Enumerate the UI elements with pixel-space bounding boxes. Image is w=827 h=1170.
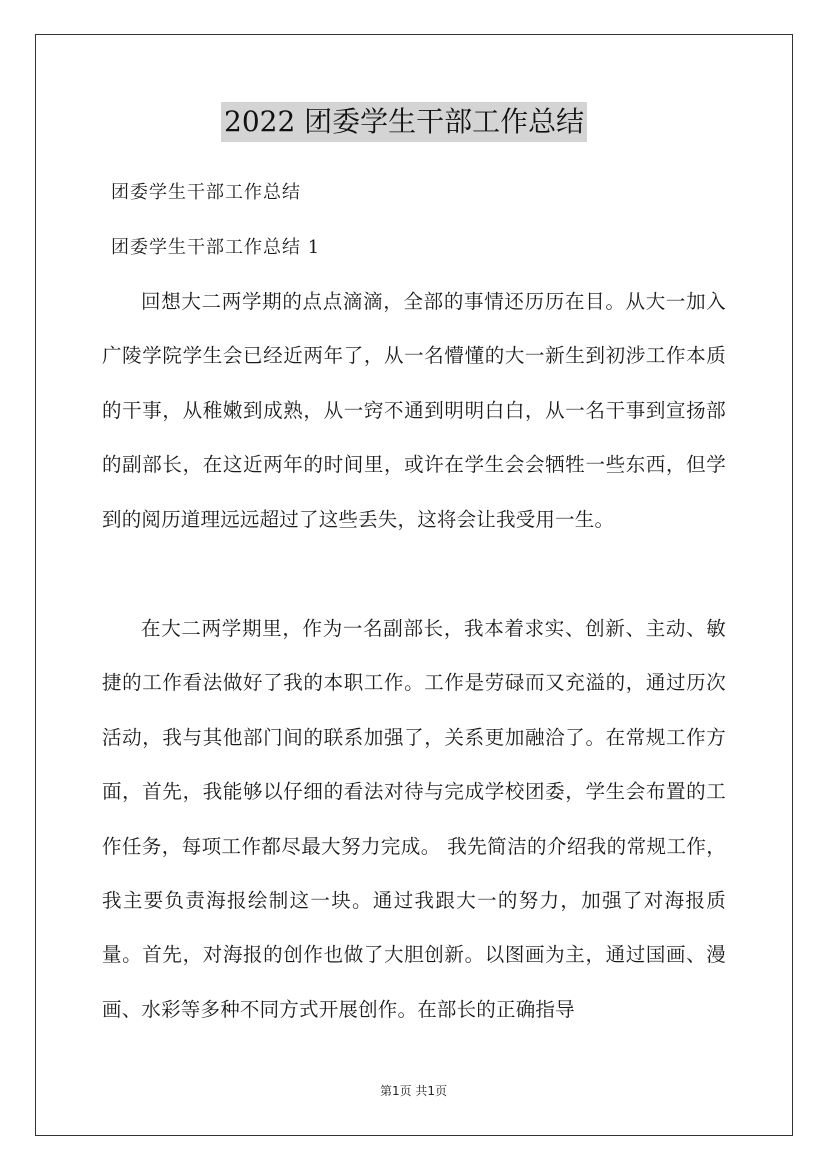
paragraph-2: 在大二两学期里，作为一名副部长，我本着求实、创新、主动、敏捷的工作看法做好了我的本职工作。工作是劳碌而又充溢的，通过历次活动，我与其他部门间的联系加强了，关系更加融洽了。在常规工作方面，首先，我能够以仔细的看法对待与完成学校团委，学生会布置的工作任务，每项工作都尽最大努力完成。 我先简洁的介绍我的常规工作，我主要负责海报绘制这一块。通过我跟大一的努力，加强了对海报质量。首先，对海报的创作也做了大胆创新。以图画为主，通过国画、漫画、水彩等多种不同方式开展创作。在部长的正确指导: [102, 617, 726, 1021]
subheading-numbered: 团委学生干部工作总结 1: [111, 237, 321, 258]
subheading: 团委学生干部工作总结: [111, 182, 301, 203]
page-footer: 第1页 共1页: [379, 1084, 448, 1098]
document-title: 2022 团委学生干部工作总结: [221, 102, 587, 142]
paragraph-1: 回想大二两学期的点点滴滴，全部的事情还历历在目。从大一加入广陵学院学生会已经近两年了，从一名懵懂的大一新生到初涉工作本质的干事，从稚嫩到成熟，从一窍不通到明明白白，从一名干事到宣扬部的副部长，在这近两年的时间里，或许在学生会会牺牲一些东西，但学到的阅历道理远远超过了这些丢失，这将会让我受用一生。: [102, 290, 726, 531]
